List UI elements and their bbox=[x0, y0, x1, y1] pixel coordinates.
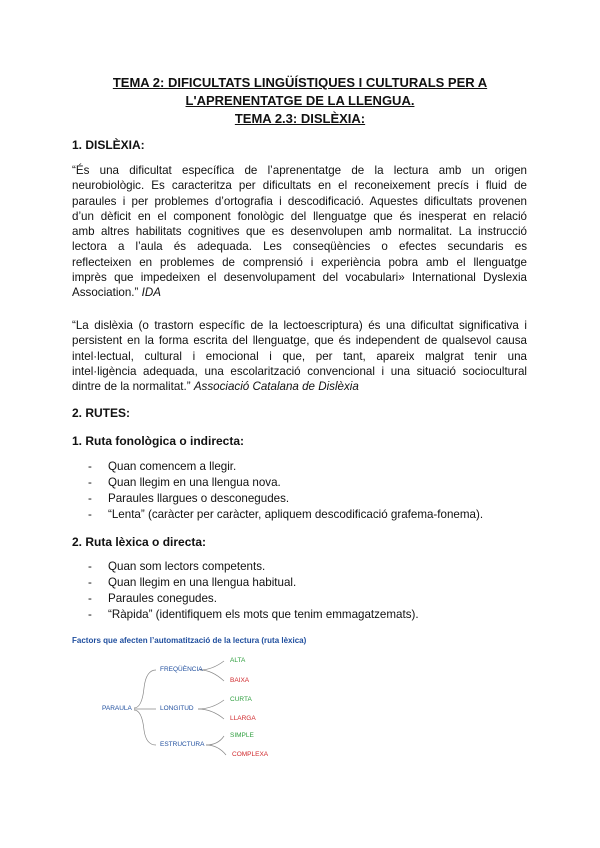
branch-longitud: LONGITUD bbox=[160, 705, 194, 712]
factors-diagram bbox=[72, 630, 402, 770]
list-item: - Quan som lectors competents. bbox=[88, 559, 419, 575]
leaf-curta: CURTA bbox=[230, 696, 252, 703]
leaf-complexa: COMPLEXA bbox=[232, 751, 269, 758]
quote-text-end: dintre de la normalitat.” bbox=[72, 380, 191, 394]
quote-ida bbox=[72, 163, 527, 301]
list-item: - Paraules llargues o desconegudes. bbox=[88, 491, 483, 507]
frequencia-to-alta-line bbox=[200, 661, 224, 670]
quote-source: Associació Catalana de Dislèxia bbox=[193, 380, 359, 394]
list-item: - Quan llegim en una llengua nova. bbox=[88, 475, 483, 491]
section-heading-dislexia: 1. DISLÈXIA: bbox=[72, 138, 145, 152]
text-line: intel·lectual, cultural i emocional i que, per tant, apareix malgrat tenir una bbox=[72, 349, 527, 363]
longitud-to-curta-line bbox=[198, 700, 224, 709]
document-title bbox=[60, 74, 540, 128]
text-line: amb altres habilitats cognitives que es desenvolupen amb normalitat. La instrucció bbox=[72, 225, 527, 239]
section-heading-rutes: 2. RUTES: bbox=[72, 406, 131, 420]
text-line: “La dislèxia (o trastorn específic de la lectoescriptura) és una dificultat significativa i bbox=[72, 319, 527, 332]
subheading-ruta-fonologica: 1. Ruta fonològica o indirecta: bbox=[72, 434, 245, 448]
root-to-frequencia-line bbox=[134, 670, 156, 708]
leaf-baixa: BAIXA bbox=[230, 677, 250, 684]
longitud-to-llarga-line bbox=[198, 709, 224, 719]
text-line: “És una dificultat específica de l’aprenentatge de la lectura amb un origen bbox=[72, 164, 527, 177]
text-line: reflecteixen en problemes de comprensió i experiència pobra amb el llenguatge bbox=[72, 255, 527, 269]
leaf-llarga: LLARGA bbox=[230, 715, 256, 722]
list-item: - Quan llegim en una llengua habitual. bbox=[88, 575, 419, 591]
text-line: d’un dèficit en el component fonològic del llenguatge que és inesperat en relació bbox=[72, 209, 527, 223]
list-item: - Paraules conegudes. bbox=[88, 591, 419, 607]
leaf-simple: SIMPLE bbox=[230, 732, 254, 739]
title-line-1: TEMA 2: DIFICULTATS LINGÜÍSTIQUES I CULTURALS PER A bbox=[112, 75, 488, 90]
diagram-root-node: PARAULA bbox=[102, 705, 132, 712]
text-line: paraules i per problemes d’ortografia i descodificació. Aquestes dificultats provenen bbox=[72, 194, 527, 208]
list-item: - “Ràpida” (identifiquem els mots que tenim emmagatzemats). bbox=[88, 607, 419, 623]
quote-source: IDA bbox=[141, 286, 161, 300]
branch-estructura: ESTRUCTURA bbox=[160, 741, 205, 748]
estructura-to-simple-line bbox=[206, 736, 224, 745]
leaf-alta: ALTA bbox=[230, 657, 246, 664]
list-item: - “Lenta” (caràcter per caràcter, apliquem descodificació grafema-fonema). bbox=[88, 507, 483, 523]
root-to-estructura-line bbox=[134, 710, 156, 745]
text-line: lectora a l’aula és adequada. Les conseqüències o efectes secundaris es bbox=[72, 240, 527, 254]
quote-acd bbox=[72, 318, 527, 394]
list-item: - Quan comencem a llegir. bbox=[88, 459, 483, 475]
text-line: intel·ligència adequada, una escolarització convencional i una situació sociocultural bbox=[72, 364, 527, 378]
text-line: neurobiològic. Es caracteritza per dificultats en el reconeixement precís i fluid de bbox=[72, 179, 527, 193]
text-line-last bbox=[72, 285, 527, 300]
subheading-ruta-lexica: 2. Ruta lèxica o directa: bbox=[72, 535, 207, 549]
branch-frequencia: FREQÜÈNCIA bbox=[160, 666, 203, 673]
text-line: persistent en la forma escrita del llenguatge, que és independent de qualsevol causa bbox=[72, 334, 527, 348]
title-line-3: TEMA 2.3: DISLÈXIA: bbox=[234, 111, 366, 126]
quote-text-end: Association.” bbox=[72, 286, 139, 300]
list-ruta-lexica bbox=[88, 559, 419, 623]
text-line: imprès que impedeixen el desenvolupament del vocabulari» International Dyslexia bbox=[72, 271, 527, 285]
diagram-title: Factors que afecten l’automatització de la lectura (ruta lèxica) bbox=[72, 636, 307, 645]
text-line-last bbox=[72, 379, 527, 394]
list-ruta-fonologica bbox=[88, 459, 483, 523]
estructura-to-complexa-line bbox=[206, 745, 226, 755]
frequencia-to-baixa-line bbox=[200, 670, 224, 681]
title-line-2: L'APRENENTATGE DE LA LLENGUA. bbox=[185, 93, 415, 108]
